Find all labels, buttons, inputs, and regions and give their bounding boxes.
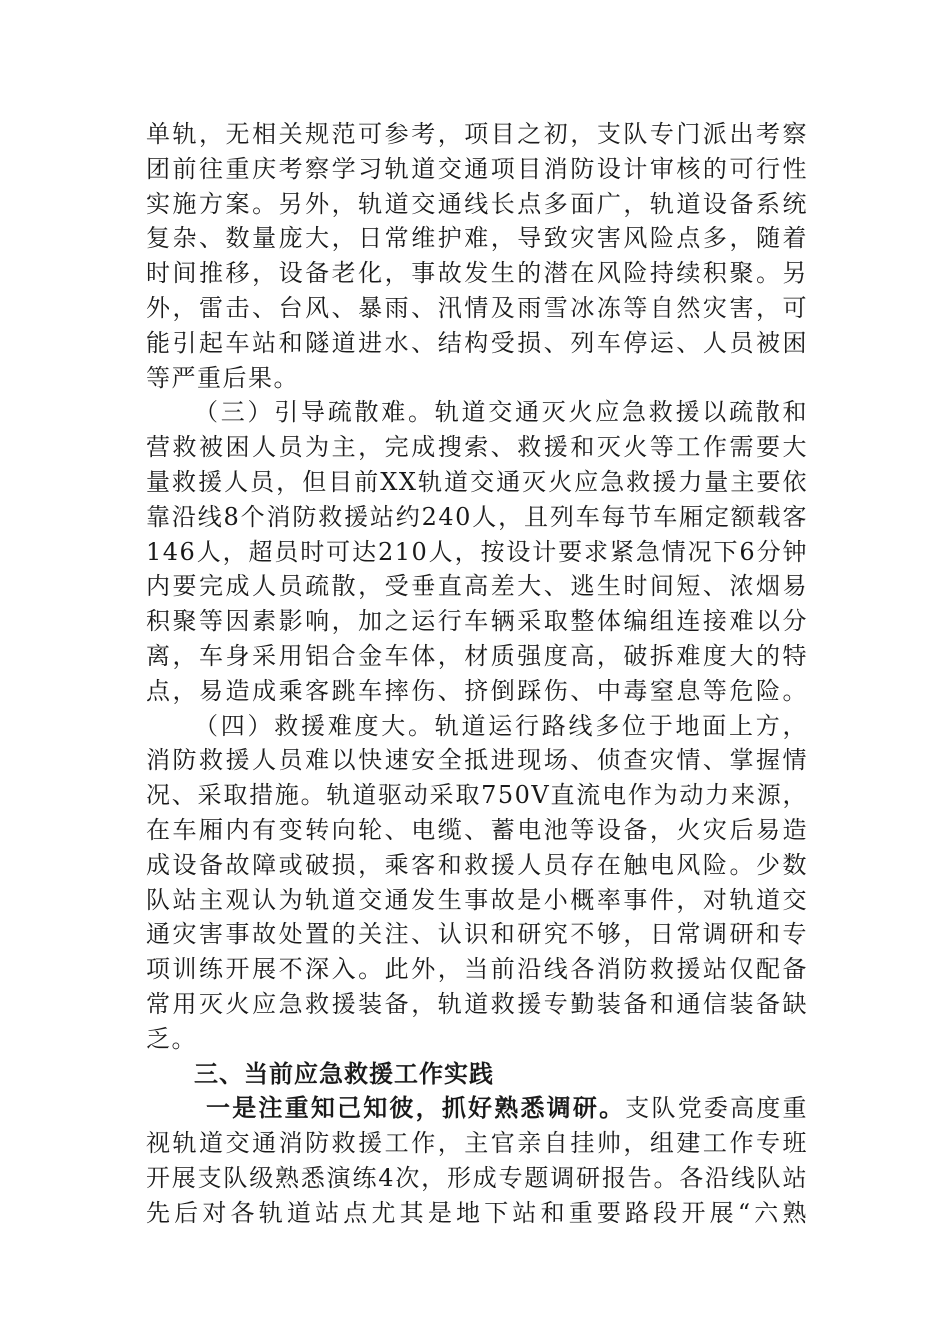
text-line: 开展支队级熟悉演练4次，形成专题调研报告。各沿线队站	[146, 1163, 808, 1192]
paragraph-first-line	[146, 1091, 808, 1126]
text-line: 外，雷击、台风、暴雨、汛情及雨雪冰冻等自然灾害，可	[146, 293, 808, 322]
paragraph-know-yourself	[146, 1091, 808, 1230]
bold-lead: 一是注重知己知彼，抓好熟悉调研。	[206, 1093, 626, 1123]
text-line: 常用灭火应急救援装备，轨道救援专勤装备和通信装备缺	[146, 989, 808, 1018]
paragraph-evacuation-difficulty	[146, 395, 808, 708]
text-line: 视轨道交通消防救援工作，主官亲自挂帅，组建工作专班	[146, 1129, 808, 1158]
text-line: 项训练开展不深入。此外，当前沿线各消防救援站仅配备	[146, 955, 808, 984]
paragraph-first-line	[146, 395, 808, 430]
text-line: 单轨，无相关规范可参考，项目之初，支队专门派出考察	[146, 120, 808, 148]
text-line: 团前往重庆考察学习轨道交通项目消防设计审核的可行性	[146, 154, 808, 183]
bold-lead-rest: 支队党委高度重	[625, 1094, 809, 1123]
text-line: 营救被困人员为主，完成搜索、救援和灭火等工作需要大	[146, 433, 808, 462]
text-line: 消防救援人员难以快速安全抵进现场、侦查灾情、掌握情	[146, 746, 808, 775]
text-line: 积聚等因素影响，加之运行车辆采取整体编组连接难以分	[146, 607, 808, 636]
text-line: 况、采取措施。轨道驱动采取750V直流电作为动力来源，	[146, 781, 808, 810]
text-line: 量救援人员，但目前XX轨道交通灭火应急救援力量主要依	[146, 467, 808, 496]
text-line: 通灾害事故处置的关注、认识和研究不够，日常调研和专	[146, 920, 808, 949]
document-body	[146, 117, 808, 1231]
text-line: 点，易造成乘客跳车摔伤、挤倒踩伤、中毒窒息等危险。	[146, 676, 808, 705]
subsection-lead: （四）救援难度大。	[194, 711, 435, 740]
text-line: 乏。	[146, 1024, 197, 1053]
paragraph-risk-continuation	[146, 117, 808, 395]
subsection-lead-rest: 轨道交通灭火应急救援以疏散和	[434, 398, 808, 427]
text-line: 在车厢内有变转向轮、电缆、蓄电池等设备，火灾后易造	[146, 815, 808, 844]
text-line: 先后对各轨道站点尤其是地下站和重要路段开展“六熟	[146, 1198, 808, 1227]
section-heading: 三、当前应急救援工作实践	[194, 1059, 494, 1088]
text-line: 实施方案。另外，轨道交通线长点多面广，轨道设备系统	[146, 189, 808, 218]
text-line: 146人，超员时可达210人，按设计要求紧急情况下6分钟	[146, 537, 808, 566]
paragraph-first-line	[146, 709, 808, 744]
text-line: 时间推移，设备老化，事故发生的潜在风险持续积聚。另	[146, 259, 808, 288]
subsection-lead: （三）引导疏散难。	[194, 398, 435, 427]
paragraph-rescue-difficulty	[146, 709, 808, 1057]
text-line: 成设备故障或破损，乘客和救援人员存在触电风险。少数	[146, 850, 808, 879]
text-line: 队站主观认为轨道交通发生事故是小概率事件，对轨道交	[146, 885, 808, 914]
subsection-lead-rest: 轨道运行路线多位于地面上方，	[434, 711, 808, 740]
text-line: 能引起车站和隧道进水、结构受损、列车停运、人员被困	[146, 328, 808, 357]
text-line: 等严重后果。	[146, 363, 299, 392]
text-line: 靠沿线8个消防救援站约240人，且列车每节车厢定额载客	[146, 502, 808, 531]
text-line: 离，车身采用铝合金车体，材质强度高，破拆难度大的特	[146, 641, 808, 670]
text-line: 复杂、数量庞大，日常维护难，导致灾害风险点多，随着	[146, 224, 808, 253]
text-line: 内要完成人员疏散，受垂直高差大、逃生时间短、浓烟易	[146, 572, 808, 601]
